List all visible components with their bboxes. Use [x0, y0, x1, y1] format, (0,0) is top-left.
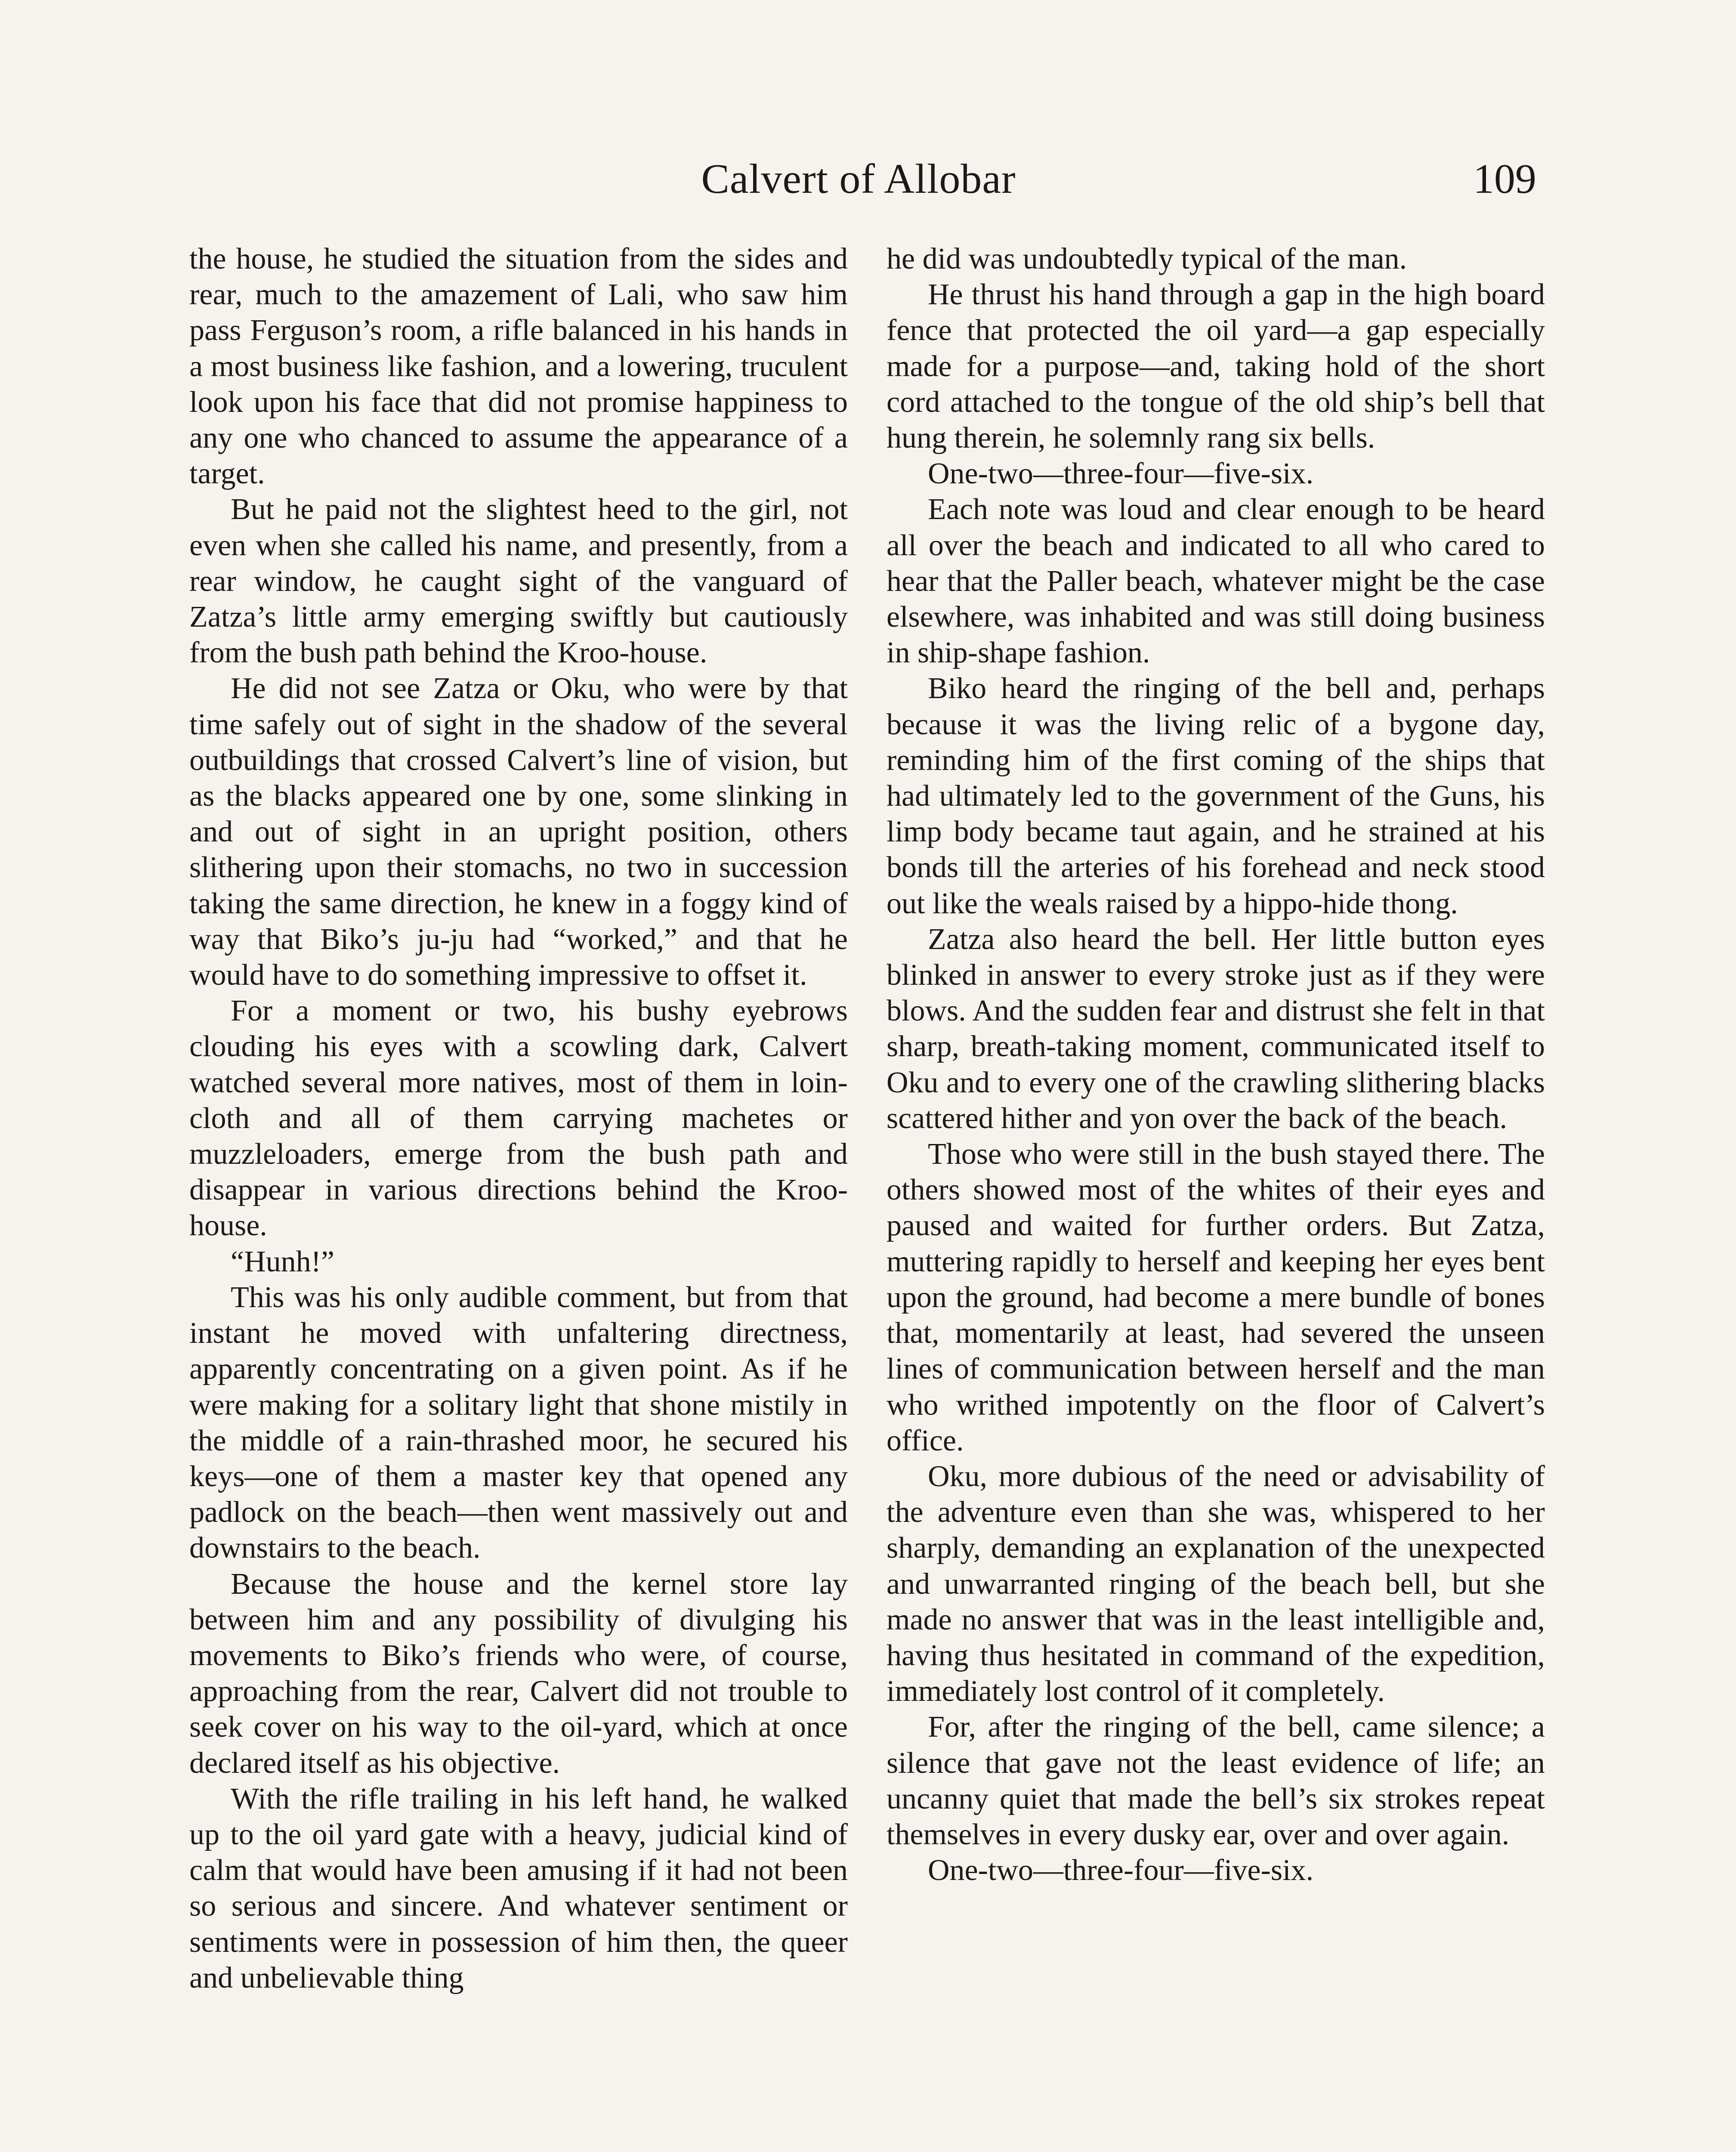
paragraph: Biko heard the ringing of the bell and, perhaps because it was the living relic of a bygone day, reminding him of the first coming of the ships that had ultimately led to the government of the Guns, his limp body became taut again, and he strained at his bonds till the arteries of his forehead and neck stood out like the weals raised by a hippo-hide thong. — [887, 672, 1545, 920]
paragraph: But he paid not the slightest heed to the girl, not even when she called his name, and presently, from a rear window, he caught sight of the vanguard of Zatza’s little army emerging swiftly but cautiously from the bush path behind the Kroo-house. — [189, 493, 848, 670]
left-column — [189, 241, 848, 2152]
paragraph: One-two—three-four—five-six. — [928, 457, 1314, 491]
running-title: Calvert of Allobar — [701, 156, 1016, 202]
paragraph: For, after the ringing of the bell, came silence; a silence that gave not the least evidence of life; an uncanny quiet that made the bell’s six strokes repeat themselves in every dusky ear, over and over again. — [887, 1710, 1545, 1851]
paragraph: he did was undoubtedly typical of the man. — [887, 242, 1407, 275]
text-columns — [189, 241, 1545, 2152]
paragraph: “Hunh!” — [231, 1245, 335, 1278]
paragraph: He thrust his hand through a gap in the high board fence that protected the oil yard—a gap especially made for a purpose—and, taking hold of the short cord attached to the tongue of the old ship’s bell that hung therein, he solemnly rang six bells. — [887, 278, 1545, 455]
page-number: 109 — [1473, 156, 1536, 202]
paragraph: Oku, more dubious of the need or advisability of the adventure even than she was, whispered to her sharply, demanding an explanation of the unexpected and unwarranted ringing of the beach bell, but she made no answer that was in the least intelligible and, having thus hesitated in command of the expedition, immediately lost control of it completely. — [887, 1459, 1545, 1708]
paragraph: This was his only audible comment, but from that instant he moved with unfaltering directness, apparently concentrating on a given point. As if he were making for a solitary light that shone mistily in the middle of a rain-thrashed moor, he secured his keys—one of them a master key that opened any padlock on the beach—then went massively out and downstairs to the beach. — [189, 1280, 848, 1565]
paragraph: With the rifle trailing in his left hand, he walked up to the oil yard gate with a heavy, judicial kind of calm that would have been amusing if it had not been so serious and sincere. And whatever sentiment or sentiments were in possession of him then, the queer and unbelievable thing — [189, 1782, 848, 1994]
paragraph: Because the house and the kernel store lay between him and any possibility of divulging his movements to Biko’s friends who were, of course, approaching from the rear, Calvert did not trouble to seek cover on his way to the oil-yard, which at once declared itself as his objective. — [189, 1567, 848, 1780]
paragraph: One-two—three-four—five-six. — [928, 1854, 1314, 1887]
paragraph: Each note was loud and clear enough to be heard all over the beach and indicated to all who cared to hear that the Paller beach, whatever might be the case elsewhere, was inhabited and was still doing business in ship-shape fashion. — [887, 493, 1545, 670]
right-column — [887, 241, 1545, 2152]
paragraph: He did not see Zatza or Oku, who were by that time safely out of sight in the shadow of the several outbuildings that crossed Calvert’s line of vision, but as the blacks appeared one by one, some slinking in and out of sight in an upright position, others slithering upon their stomachs, no two in succession taking the same direction, he knew in a foggy kind of way that Biko’s ju-ju had “worked,” and that he would have to do something impressive to offset it. — [189, 672, 848, 992]
page-header — [181, 155, 1536, 215]
paragraph: Zatza also heard the bell. Her little button eyes blinked in answer to every stroke just as if they were blows. And the sudden fear and distrust she felt in that sharp, breath-taking moment, communicated itself to Oku and to every one of the crawling slithering blacks scattered hither and yon over the back of the beach. — [887, 922, 1545, 1135]
paragraph: the house, he studied the situation from the sides and rear, much to the amazement of Lali, who saw him pass Ferguson’s room, a rifle balanced in his hands in a most business like fashion, and a lowering, truculent look upon his face that did not promise happiness to any one who chanced to assume the appearance of a target. — [189, 242, 848, 491]
paragraph: For a moment or two, his bushy eyebrows clouding his eyes with a scowling dark, Calvert watched several more natives, most of them in loin-cloth and all of them carrying machetes or muzzleloaders, emerge from the bush path and disappear in various directions behind the Kroo-house. — [189, 994, 848, 1243]
paragraph: Those who were still in the bush stayed there. The others showed most of the whites of their eyes and paused and waited for further orders. But Zatza, muttering rapidly to herself and keeping her eyes bent upon the ground, had become a mere bundle of bones that, momentarily at least, had severed the unseen lines of communication between herself and the man who writhed impotently on the floor of Calvert’s office. — [887, 1138, 1545, 1457]
